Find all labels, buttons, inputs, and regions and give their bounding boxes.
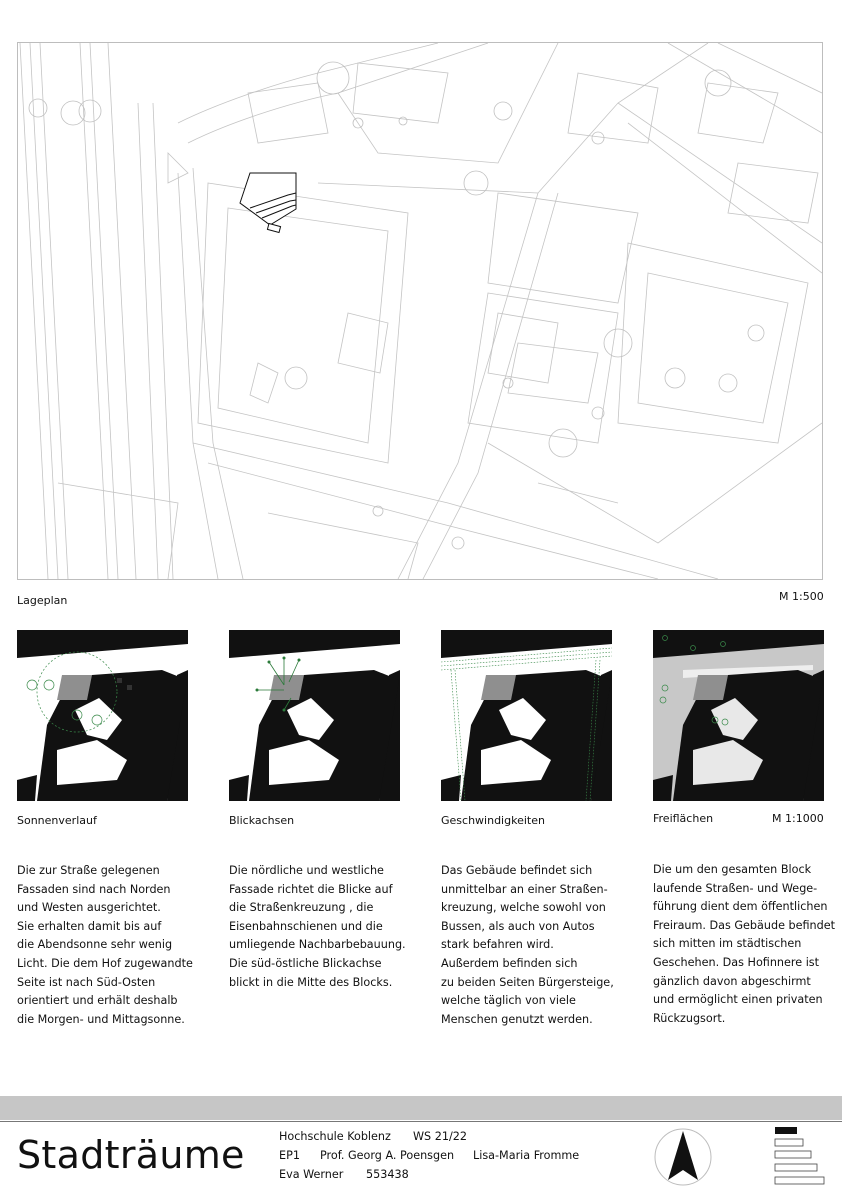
description-sun-path: Die zur Straße gelegenen Fassaden sind nach Norden und Westen ausgerichtet. Sie erhalten damit bis auf die Abendsonne sehr wenig Licht. Die dem Hof zugewandte Seite ist nach Süd-Osten orientiert und erhält deshalb die Morgen- und Mittagsonne. [17, 864, 193, 1026]
school-name: Hochschule Koblenz [279, 1130, 391, 1143]
speeds-drawing [441, 630, 612, 801]
course-code: EP1 [279, 1149, 300, 1162]
diagram-view-axes [229, 630, 400, 801]
open-spaces-drawing [653, 630, 824, 801]
site-plan-drawing [18, 43, 822, 579]
site-plan-title: Lageplan [17, 594, 68, 607]
author-name-2: Eva Werner [279, 1168, 344, 1181]
professor-name: Prof. Georg A. Poensgen [320, 1149, 455, 1162]
footer-band [0, 1096, 842, 1120]
diagram-title-open-spaces: Freiflächen [653, 812, 714, 825]
page-title: Stadträume [17, 1133, 245, 1177]
scale-bar-icon [774, 1126, 826, 1188]
sun-path-drawing [17, 630, 188, 801]
description-speeds: Das Gebäude befindet sich unmittelbar an einer Straßen- kreuzung, welche sowohl von Bussen, als auch von Autos stark befahren wird. Außerdem befinden sich zu beiden Seiten Bürgersteige, welche täglich von viele Menschen genutzt werden. [441, 864, 614, 1026]
site-plan [17, 42, 823, 580]
diagram-open-spaces [653, 630, 824, 801]
description-view-axes: Die nördliche und westliche Fassade richtet die Blicke auf die Straßenkreuzung , die Eisenbahnschienen und die umliegende Nachbarbebauung. Die süd-östliche Blickachse blickt in die Mitte des Blocks. [229, 864, 406, 989]
site-plan-scale: M 1:500 [779, 590, 824, 603]
view-axes-drawing [229, 630, 400, 801]
semester: WS 21/22 [413, 1130, 467, 1143]
diagram-title-view-axes: Blickachsen [229, 814, 295, 827]
diagram-speeds [441, 630, 612, 801]
footer-rule [0, 1121, 842, 1122]
diagram-sun-path [17, 630, 188, 801]
diagram-scale: M 1:1000 [772, 812, 824, 825]
diagram-title-speeds: Geschwindigkeiten [441, 814, 545, 827]
diagram-title-sun-path: Sonnenverlauf [17, 814, 97, 827]
north-arrow-icon [652, 1126, 714, 1188]
matriculation-number: 553438 [366, 1168, 409, 1181]
author-name-1: Lisa-Maria Fromme [473, 1149, 580, 1162]
description-open-spaces: Die um den gesamten Block laufende Straßen- und Wege- führung dient dem öffentlichen Freiraum. Das Gebäude befindet sich mitten im städtischen Geschehen. Das Hofinnere ist gänzlich davon abgeschirmt und ermöglicht einen privaten Rückzugsort. [653, 863, 836, 1025]
